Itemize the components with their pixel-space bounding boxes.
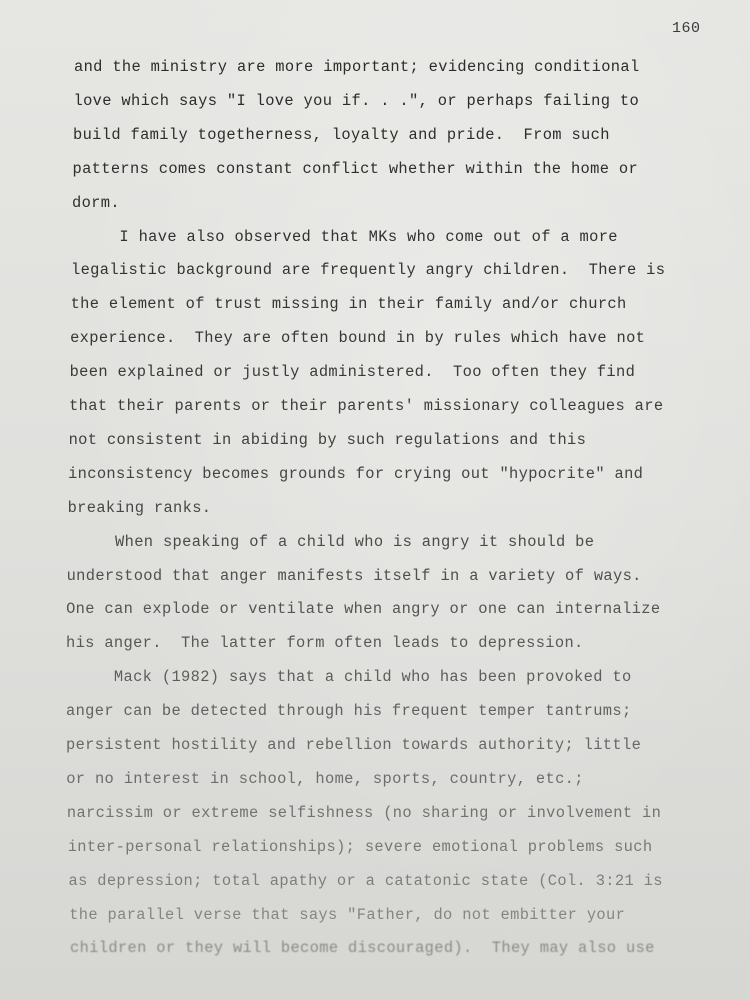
text-line: dorm.	[72, 193, 120, 212]
text-line: been explained or justly administered. Too often they find	[69, 363, 636, 382]
text-line: I have also observed that MKs who come out of a more	[71, 227, 618, 246]
text-line: breaking ranks.	[67, 498, 212, 517]
text-line: the parallel verse that says "Father, do not embitter your	[69, 905, 626, 924]
text-line: narcissim or extreme selfishness (no sharing or involvement in	[66, 803, 662, 822]
text-line: One can explode or ventilate when angry or one can internalize	[66, 600, 661, 619]
text-line: as depression; total apathy or a catatonic state (Col. 3:21 is	[68, 871, 663, 890]
text-line: patterns comes constant conflict whether within the home or	[72, 159, 639, 178]
text-line: inconsistency becomes grounds for crying out "hypocrite" and	[68, 464, 644, 483]
text-line: Mack (1982) says that a child who has been provoked to	[66, 668, 632, 687]
text-line: and the ministry are more important; evidencing conditional	[74, 58, 640, 76]
text-line: When speaking of a child who is angry it should be	[67, 532, 595, 551]
text-line: build family togetherness, loyalty and pride. From such	[73, 125, 610, 144]
page-number: 160	[672, 20, 701, 37]
text-line: persistent hostility and rebellion towards authority; little	[66, 736, 642, 754]
text-line: understood that anger manifests itself in a variety of ways.	[66, 566, 642, 585]
text-line: or no interest in school, home, sports, country, etc.;	[66, 769, 584, 788]
text-line: experience. They are often bound in by rules which have not	[70, 329, 646, 348]
text-line: the element of trust missing in their family and/or church	[70, 295, 627, 314]
text-line: children or they will become discouraged). They may also use	[70, 939, 655, 958]
text-line: his anger. The latter form often leads to depression.	[66, 634, 584, 653]
text-line: love which says "I love you if. . .", or perhaps failing to	[73, 91, 640, 110]
text-line: that their parents or their parents' missionary colleagues are	[69, 397, 664, 415]
text-line: legalistic background are frequently angry children. There is	[71, 261, 666, 280]
text-line: inter-personal relationships); severe emotional problems such	[67, 837, 653, 856]
text-line: anger can be detected through his frequent temper tantrums;	[66, 702, 632, 721]
text-line: not consistent in abiding by such regulations and this	[68, 430, 587, 449]
